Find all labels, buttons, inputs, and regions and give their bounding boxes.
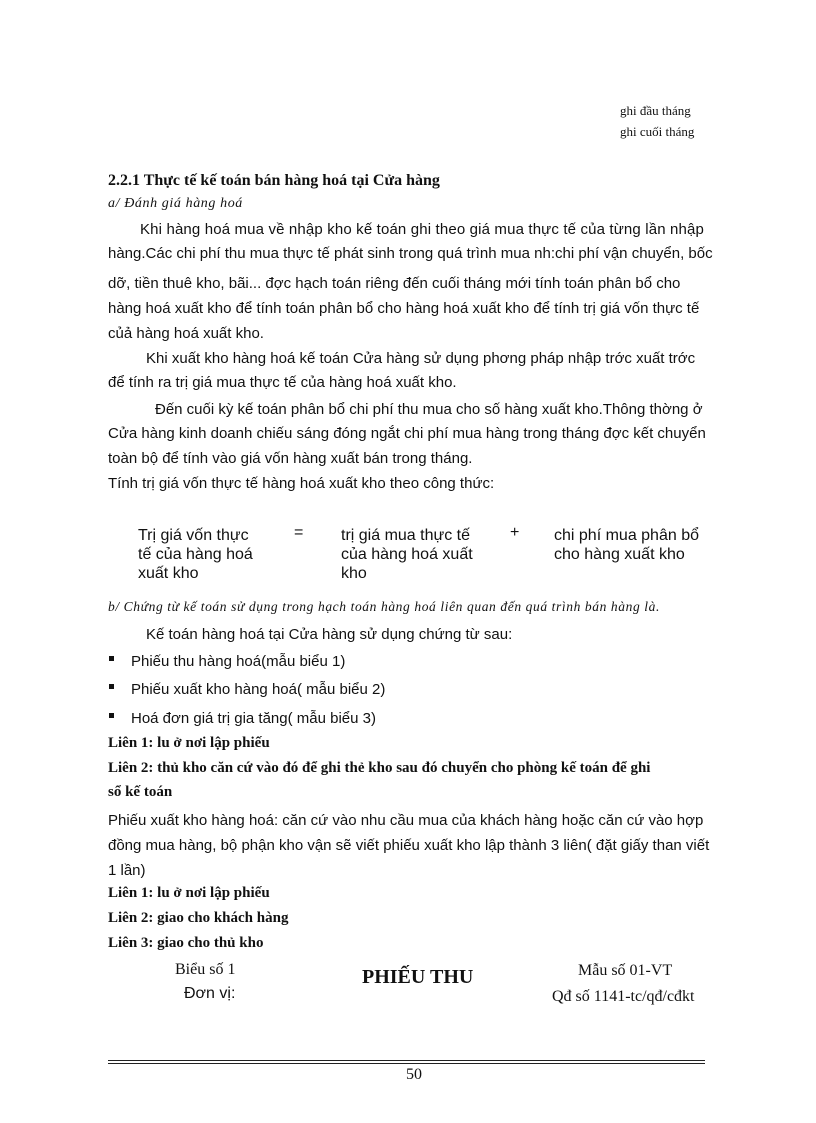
para3-line1: Đến cuối kỳ kế toán phân bổ chi phí thu mua cho số hàng xuất kho.Thông thờng ở [155, 401, 703, 418]
formula-plus: + [510, 524, 520, 541]
note-end-month: ghi cuối tháng [620, 124, 695, 139]
unit-label: Đơn vị: [184, 985, 236, 1002]
lien2-warehouse-line1: Liên 2: thủ kho căn cứ vào đó để ghi thẻ kho sau đó chuyển cho phòng kế toán để ghi [108, 760, 651, 776]
note-start-month: ghi đầu tháng [620, 103, 691, 118]
lien2-warehouse-line2: sổ kế toán [108, 784, 173, 800]
bullet-item-2: Phiếu xuất kho hàng hoá( mẫu biểu 2) [131, 681, 386, 698]
formula-middle-line3: kho [341, 565, 367, 582]
para1-line5: củả hàng hoá xuất kho. [108, 325, 264, 342]
documents-intro: Kế toán hàng hoá tại Cửa hàng sử dụng chứng từ sau: [146, 626, 513, 643]
lien2-customer: Liên 2: giao cho khách hàng [108, 910, 289, 926]
lien1-keep: Liên 1: lu ở nơi lập phiếu [108, 735, 270, 751]
para2-line2: để tính ra trị giá mua thực tế của hàng hoá xuất kho. [108, 374, 457, 391]
template-number: Mẫu số 01-VT [578, 962, 673, 979]
subheading-b: b/ Chứng từ kế toán sử dụng trong hạch toán hàng hoá liên quan đến quá trình bán hàng là. [108, 599, 660, 614]
form-number: Biểu số 1 [175, 961, 236, 978]
section-heading: 2.2.1 Thực tế kế toán bán hàng hoá tại Cửa hàng [108, 172, 440, 189]
lien3-storekeeper: Liên 3: giao cho thủ kho [108, 935, 264, 951]
formula-left-line1: Trị giá vốn thực [138, 527, 249, 544]
para4-line3: 1 lần) [108, 862, 146, 879]
bullet-marker [109, 713, 114, 718]
formula-middle-line1: trị giá mua thực tế [341, 527, 470, 544]
bullet-item-3: Hoá đơn giá trị gia tăng( mẫu biểu 3) [131, 710, 376, 727]
formula-right [554, 526, 699, 564]
bullet-item-1: Phiếu thu hàng hoá(mẫu biểu 1) [131, 653, 346, 670]
footer-rule-top [108, 1060, 705, 1061]
para3-line3: toàn bộ để tính vào giá vốn hàng xuất bán trong tháng. [108, 450, 473, 467]
para3-line2: Cửa hàng kinh doanh chiếu sáng đóng ngắt chi phí mua hàng trong tháng đợc kết chuyển [108, 425, 706, 442]
formula-left-line2: tế của hàng hoá [138, 546, 253, 563]
page-number: 50 [406, 1066, 422, 1083]
formula-middle-line2: của hàng hoá xuất [341, 546, 473, 563]
para1-line2: hàng.Các chi phí thu mua thực tế phát sinh trong quá trình mua nh:chi phí vận chuyển, bốc [108, 245, 713, 262]
decision-number: Qđ số 1141-tc/qđ/cđkt [552, 988, 695, 1005]
receipt-title: PHIẾU THU [362, 966, 474, 988]
para2-line1: Khi xuất kho hàng hoá kế toán Cửa hàng sử dụng phơng pháp nhập trớc xuất trớc [146, 350, 696, 367]
para1-line1: Khi hàng hoá mua về nhập kho kế toán ghi theo giá mua thực tế của từng lần nhập [140, 221, 704, 238]
footer-rule-bottom [108, 1063, 705, 1064]
formula-intro: Tính trị giá vốn thực tế hàng hoá xuất kho theo công thức: [108, 475, 495, 492]
para4-line1: Phiếu xuất kho hàng hoá: căn cứ vào nhu cầu mua của khách hàng hoặc căn cứ vào hợp [108, 812, 704, 829]
formula-right-line2: cho hàng xuất kho [554, 546, 685, 563]
para1-line3: dỡ, tiền thuê kho, bãi... đợc hạch toán riêng đến cuối tháng mới tính toán phân bổ cho [108, 275, 681, 292]
formula-left-line3: xuất kho [138, 565, 199, 582]
formula-left [138, 526, 253, 583]
lien1-keep-b: Liên 1: lu ở nơi lập phiếu [108, 885, 270, 901]
formula-middle [341, 526, 473, 583]
para1-line4: hàng hoá xuất kho để tính toán phân bổ cho hàng hoá xuất kho để tính trị giá vốn thực tế [108, 300, 700, 317]
formula-right-line1: chi phí mua phân bổ [554, 527, 699, 544]
subheading-a: a/ Đánh giá hàng hoá [108, 196, 243, 211]
bullet-marker [109, 656, 114, 661]
para4-line2: đồng mua hàng, bộ phận kho vận sẽ viết phiếu xuất kho lập thành 3 liên( đặt giấy than viết [108, 837, 710, 854]
formula-equals: = [294, 524, 304, 541]
bullet-marker [109, 684, 114, 689]
